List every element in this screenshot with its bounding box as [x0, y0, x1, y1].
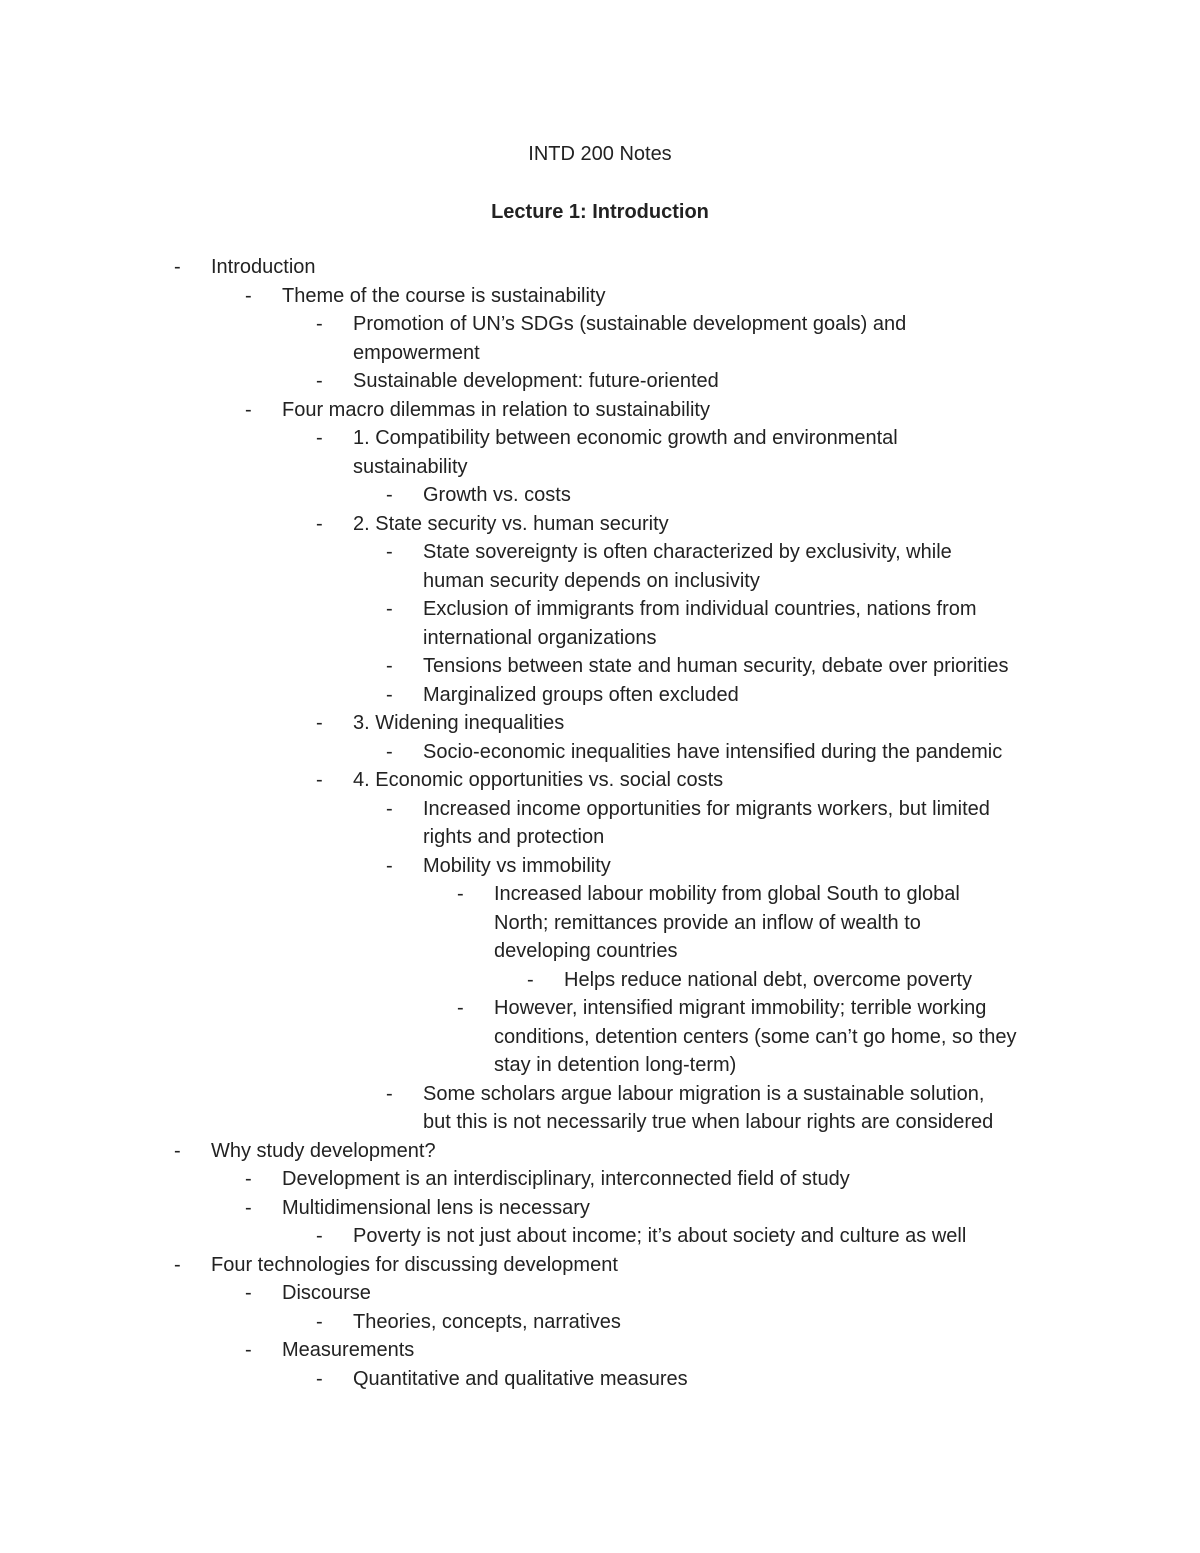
dash-bullet-icon: -: [316, 1310, 323, 1333]
notes-outline: [0, 253, 1200, 1393]
outline-item: [0, 1251, 1200, 1280]
outline-item: [0, 1051, 1200, 1080]
dash-bullet-icon: -: [316, 313, 323, 335]
outline-item-text: rights and protection: [423, 826, 605, 848]
outline-item: [0, 282, 1200, 311]
outline-item: [0, 310, 1200, 339]
dash-bullet-icon: -: [316, 427, 323, 449]
outline-item: [0, 1194, 1200, 1223]
outline-item: [0, 1308, 1200, 1337]
outline-item: [0, 1279, 1200, 1308]
dash-bullet-icon: -: [386, 598, 393, 620]
dash-bullet-icon: -: [174, 1253, 181, 1276]
outline-item-text: conditions, detention centers (some can’t go home, so they: [494, 1025, 1017, 1048]
outline-item: [0, 510, 1200, 539]
outline-item: [0, 1336, 1200, 1365]
outline-item-text: However, intensified migrant immobility; terrible working: [494, 997, 987, 1019]
outline-item-text: Four technologies for discussing development: [211, 1253, 618, 1276]
outline-item: [0, 424, 1200, 453]
dash-bullet-icon: -: [245, 1282, 252, 1304]
outline-item: [0, 1137, 1200, 1166]
outline-item: [0, 966, 1200, 995]
outline-item: [0, 738, 1200, 767]
outline-item: [0, 453, 1200, 482]
dash-bullet-icon: -: [386, 797, 393, 820]
dash-bullet-icon: -: [457, 997, 464, 1019]
outline-item-text: Promotion of UN’s SDGs (sustainable development goals) and: [353, 313, 907, 335]
outline-item: [0, 880, 1200, 909]
outline-item-text: 3. Widening inequalities: [353, 712, 565, 734]
outline-item-text: Development is an interdisciplinary, interconnected field of study: [282, 1168, 850, 1190]
dash-bullet-icon: -: [386, 1082, 393, 1105]
outline-item-text: Theme of the course is sustainability: [282, 284, 606, 307]
outline-item-text: North; remittances provide an inflow of wealth to: [494, 911, 921, 934]
outline-item: [0, 595, 1200, 624]
outline-item-text: 2. State security vs. human security: [353, 512, 669, 535]
outline-item: [0, 253, 1200, 282]
outline-item-text: Mobility vs immobility: [423, 854, 611, 877]
outline-item-text: Increased labour mobility from global South to global: [494, 883, 960, 905]
outline-item: [0, 1023, 1200, 1052]
outline-item: [0, 709, 1200, 738]
dash-bullet-icon: -: [174, 256, 181, 278]
dash-bullet-icon: -: [527, 968, 534, 991]
outline-item-text: Why study development?: [211, 1139, 436, 1162]
outline-item: [0, 1222, 1200, 1251]
dash-bullet-icon: -: [245, 1196, 252, 1219]
outline-item-text: Helps reduce national debt, overcome poverty: [564, 968, 973, 991]
dash-bullet-icon: -: [386, 683, 393, 706]
outline-item-text: empowerment: [353, 341, 480, 364]
outline-item: [0, 766, 1200, 795]
lecture-heading: Lecture 1: Introduction: [491, 201, 709, 223]
outline-item-text: developing countries: [494, 940, 678, 962]
outline-item-text: Socio-economic inequalities have intensified during the pandemic: [423, 740, 1003, 763]
outline-item: [0, 367, 1200, 396]
dash-bullet-icon: -: [386, 541, 393, 563]
outline-item: [0, 339, 1200, 368]
dash-bullet-icon: -: [386, 484, 393, 506]
outline-item: [0, 1080, 1200, 1109]
dash-bullet-icon: -: [316, 1367, 323, 1390]
outline-item: [0, 396, 1200, 425]
dash-bullet-icon: -: [316, 370, 323, 392]
dash-bullet-icon: -: [386, 740, 393, 763]
outline-item: [0, 823, 1200, 852]
dash-bullet-icon: -: [245, 284, 252, 307]
outline-item: [0, 795, 1200, 824]
dash-bullet-icon: -: [316, 1225, 323, 1247]
outline-item-text: Quantitative and qualitative measures: [353, 1367, 688, 1390]
outline-item-text: 4. Economic opportunities vs. social costs: [353, 769, 724, 791]
outline-item-text: Four macro dilemmas in relation to sustainability: [282, 398, 710, 421]
outline-item: [0, 624, 1200, 653]
outline-item: [0, 1365, 1200, 1394]
outline-item: [0, 994, 1200, 1023]
outline-item-text: Multidimensional lens is necessary: [282, 1196, 590, 1219]
outline-item-text: Sustainable development: future-oriented: [353, 370, 719, 392]
outline-item: [0, 481, 1200, 510]
outline-item: [0, 1108, 1200, 1137]
outline-item-text: stay in detention long-term): [494, 1054, 737, 1076]
outline-item-text: Increased income opportunities for migrants workers, but limited: [423, 797, 990, 820]
outline-item: [0, 937, 1200, 966]
outline-item-text: Discourse: [282, 1282, 371, 1304]
outline-item: [0, 1165, 1200, 1194]
dash-bullet-icon: -: [316, 512, 323, 535]
outline-item-text: Tensions between state and human security, debate over priorities: [423, 655, 1009, 677]
dash-bullet-icon: -: [245, 1339, 252, 1361]
outline-item-text: Theories, concepts, narratives: [353, 1310, 621, 1333]
outline-item-text: Poverty is not just about income; it’s about society and culture as well: [353, 1225, 967, 1247]
dash-bullet-icon: -: [245, 1168, 252, 1190]
dash-bullet-icon: -: [457, 883, 464, 905]
outline-item-text: Measurements: [282, 1339, 415, 1361]
outline-item-text: international organizations: [423, 626, 657, 649]
outline-item: [0, 852, 1200, 881]
outline-item: [0, 567, 1200, 596]
outline-item: [0, 909, 1200, 938]
dash-bullet-icon: -: [386, 854, 393, 877]
outline-item-text: Exclusion of immigrants from individual countries, nations from: [423, 598, 977, 620]
outline-item-text: Marginalized groups often excluded: [423, 683, 739, 706]
dash-bullet-icon: -: [174, 1139, 181, 1162]
dash-bullet-icon: -: [386, 655, 393, 677]
outline-item-text: sustainability: [353, 455, 468, 478]
outline-item-text: Some scholars argue labour migration is a sustainable solution,: [423, 1082, 985, 1105]
dash-bullet-icon: -: [316, 769, 323, 791]
outline-item: [0, 538, 1200, 567]
outline-item: [0, 681, 1200, 710]
dash-bullet-icon: -: [245, 398, 252, 421]
outline-item: [0, 652, 1200, 681]
outline-item-text: 1. Compatibility between economic growth and environmental: [353, 427, 898, 449]
outline-item-text: Growth vs. costs: [423, 484, 571, 506]
outline-item-text: but this is not necessarily true when labour rights are considered: [423, 1111, 994, 1133]
dash-bullet-icon: -: [316, 712, 323, 734]
outline-item-text: State sovereignty is often characterized by exclusivity, while: [423, 541, 952, 563]
document-title: INTD 200 Notes: [528, 143, 672, 165]
outline-item-text: human security depends on inclusivity: [423, 569, 760, 592]
outline-item-text: Introduction: [211, 256, 316, 278]
